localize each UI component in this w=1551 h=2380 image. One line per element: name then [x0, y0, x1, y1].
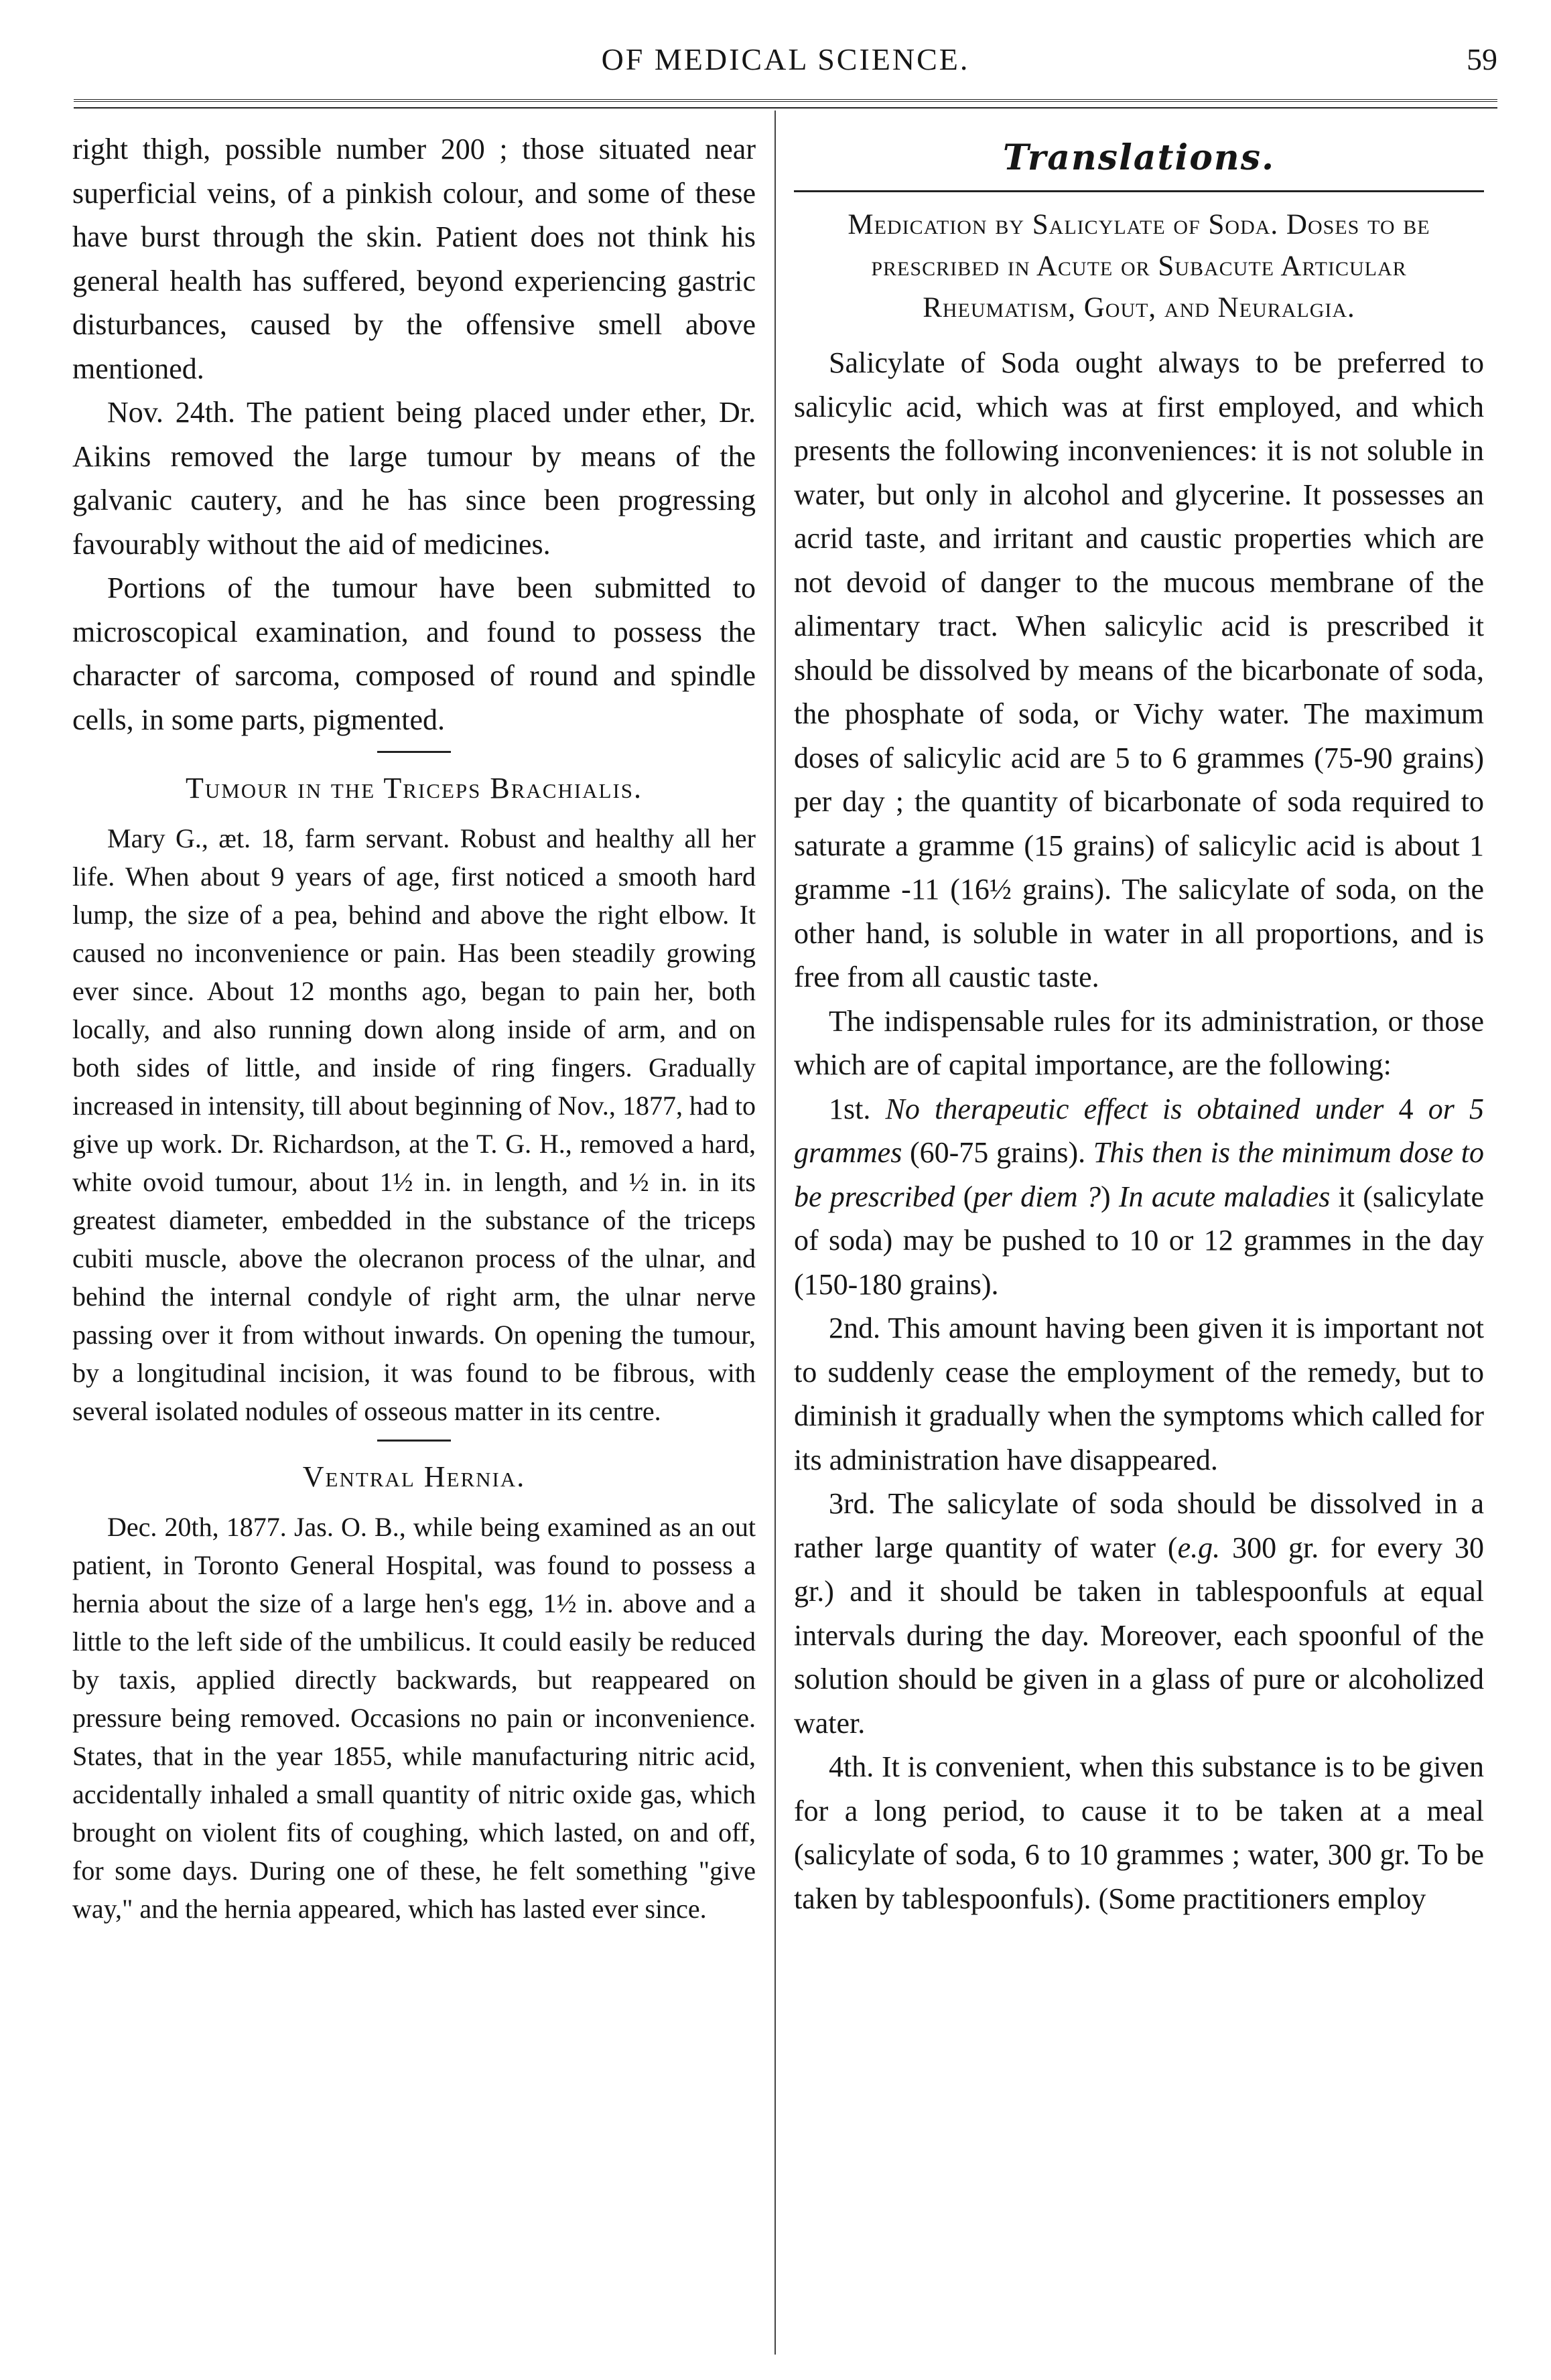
- running-title: OF MEDICAL SCIENCE.: [601, 42, 970, 76]
- paragraph: Dec. 20th, 1877. Jas. O. B., while being examined as an out patient, in Toronto General Hospital, was found to possess a hernia about the size of a large hen's egg, 1½ in. above and a little to the left side of the umbilicus. It could easily be reduced by taxis, applied directly backwards, but reappeared on pressure being removed. Occasions no pain or inconvenience. States, that in the year 1855, while manufacturing nitric acid, accidentally inhaled a small quantity of nitric oxide gas, which brought on violent fits of coughing, which lasted, on and off, for some days. During one of these, he felt something "give way," and the hernia appeared, which has lasted ever since.: [72, 1512, 756, 1924]
- rule-3-paragraph: 3rd. The salicylate of soda should be dissolved in a rather large quantity of water (e.g. 300 gr. for every 30 gr.) and it should be taken in tablespoonfuls at equal intervals during the day. Moreover, each spoonful of the solution should be given in a glass of pure or alcoholized water.: [794, 1487, 1485, 1740]
- section-heading-triceps: Tumour in the Triceps Brachialis.: [185, 772, 643, 804]
- paragraph: Salicylate of Soda ought always to be preferred to salicylic acid, which was at first employed, and which presents the following inconveniences: it is not soluble in water, but only in alcohol and glycerine. It possesses an acrid taste, and irritant and caustic properties which are not devoid of danger to the mucous membrane of the alimentary tract. When salicylic acid is prescribed it should be dissolved by means of the bicarbonate of soda, the phosphate of soda, or Vichy water. The maximum doses of salicylic acid are 5 to 6 grammes (75-90 grains) per day ; the quantity of bicarbonate of soda required to saturate a gramme (15 grains) of salicylic acid is about 1 gramme -11 (16½ grains). The salicylate of soda, on the other hand, is soluble in water in all proportions, and is free from all caustic taste.: [794, 346, 1484, 993]
- section-rule: [377, 1440, 451, 1442]
- rule-1-paragraph: 1st. No therapeutic effect is obtained under 4 or 5 grammes (60-75 grains). This then is the minimum dose to be prescribed (per diem ?) In acute maladies it (salicylate of soda) may be pushed to 10 or 12 grammes in the day (150-180 grains).: [794, 1092, 1485, 1301]
- left-column: [72, 127, 756, 1928]
- paragraph: right thigh, possible number 200 ; those situated near superficial veins, of a pinkish colour, and some of these have burst through the skin. Patient does not think his general health has suffered, beyond experiencing gastric disturbances, caused by the offensive smell above mentioned.: [72, 133, 756, 385]
- running-head: [74, 42, 1497, 82]
- column-divider: [774, 111, 776, 2355]
- rule-4-paragraph: 4th. It is convenient, when this substance is to be given for a long period, to cause it to be taken at a meal (salicylate of soda, 6 to 10 grammes ; water, 300 gr. To be taken by tablespoonfuls). (Some practitioners employ: [794, 1750, 1484, 1915]
- heading-rule: [794, 190, 1484, 192]
- section-heading-hernia: Ventral Hernia.: [302, 1460, 526, 1493]
- right-column: [794, 127, 1484, 1920]
- paragraph: The indispensable rules for its administration, or those which are of capital importance, are the following:: [794, 1004, 1484, 1081]
- article-title: Medication by Salicylate of Soda. Doses to be prescribed in Acute or Subacute Articular Rheumatism, Gout, and Neuralgia.: [848, 209, 1430, 324]
- header-rule: [74, 99, 1497, 109]
- page-number: 59: [1467, 42, 1497, 76]
- paragraph: Nov. 24th. The patient being placed under ether, Dr. Aikins removed the large tumour by means of the galvanic cautery, and he has since been progressing favourably without the aid of medicines.: [72, 396, 756, 561]
- translations-heading: Translations.: [1002, 137, 1276, 178]
- rule-2-paragraph: 2nd. This amount having been given it is important not to suddenly cease the employment of the remedy, but to diminish it gradually when the symptoms which called for its administration have disappeared.: [794, 1312, 1484, 1476]
- paragraph: Portions of the tumour have been submitted to microscopical examination, and found to possess the character of sarcoma, composed of round and spindle cells, in some parts, pigmented.: [72, 571, 756, 736]
- paragraph: Mary G., æt. 18, farm servant. Robust and healthy all her life. When about 9 years of age, first noticed a smooth hard lump, the size of a pea, behind and above the right elbow. It caused no inconvenience or pain. Has been steadily growing ever since. About 12 months ago, began to pain her, both locally, and also running down along inside of arm, and on both sides of little, and inside of ring fingers. Gradually increased in intensity, till about beginning of Nov., 1877, had to give up work. Dr. Richardson, at the T. G. H., removed a hard, white ovoid tumour, about 1½ in. in length, and ½ in. in its greatest diameter, embedded in the substance of the triceps cubiti muscle, above the olecranon process of the ulnar, and behind the internal condyle of right arm, the ulnar nerve passing over it from without inwards. On opening the tumour, by a longitudinal incision, it was found to be fibrous, with several isolated nodules of osseous matter in its centre.: [72, 823, 756, 1426]
- section-rule: [377, 751, 451, 753]
